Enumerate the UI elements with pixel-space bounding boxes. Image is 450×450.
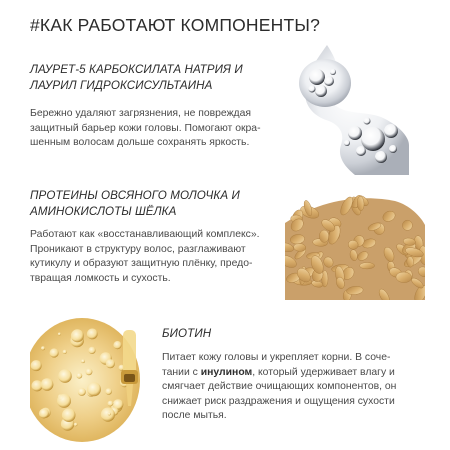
serum-bubble [88,347,95,354]
inulin-highlight: инулином [200,366,253,378]
serum-bubble [41,346,45,350]
serum-bubble [41,378,54,391]
serum-bubble [113,341,121,349]
serum-bubble [58,369,72,383]
serum-bubble [62,408,76,422]
block-3-heading-line: БИОТИН [162,327,212,340]
block-2-heading [30,188,240,220]
block-2-body-line: Работают как «восстанавливающий комплекс». [30,229,260,240]
oat-flake [360,263,375,269]
block-3-body-line [162,366,396,381]
block-3-body-line: после мытья. [162,410,227,422]
block-2-body [30,228,260,286]
oat-flake [319,230,329,243]
serum-bubble [76,373,82,379]
serum-bubble [57,394,71,408]
serum-bubble [50,348,59,357]
serum-bubble [105,388,112,395]
block-1-heading-line: ЛАУРЕТ-5 КАРБОКСИЛАТА НАТРИЯ И [30,63,243,76]
block-3-body-text: тании с [162,366,201,378]
block-1-body [30,107,261,151]
serum-bubble [78,388,86,396]
block-3-heading [162,326,211,342]
serum-bubble [74,423,78,427]
block-1-body-line: шенным волосам дольше сохранять яркость. [30,137,250,149]
block-1-heading-line: ЛАУРИЛ ГИДРОКСИСУЛЬТАИНА [30,79,213,92]
oat-flake [402,220,412,230]
water-bubbles-image [285,45,409,175]
serum-bubble [58,333,61,336]
block-1-heading [30,62,243,94]
block-3-body [162,351,396,424]
block-1-body-line: защитный барьер кожи головы. Помогают окра- [30,122,261,134]
serum-bubble [81,359,85,363]
block-2-body-line: твращая ломкость и сухость. [30,272,171,284]
serum-bubble [101,408,115,422]
page-title: #КАК РАБОТАЮТ КОМПОНЕНТЫ? [30,15,320,35]
block-2-body-line: Проникают в структуру волос, разглаживают [30,243,246,255]
serum-bubble [87,329,98,340]
serum-bubble [106,359,115,368]
serum-bubble [39,409,49,419]
serum-bubble [85,368,92,375]
serum-bubble [108,412,111,415]
golden-serum-image [30,310,150,450]
block-2-heading-line: ПРОТЕИНЫ ОВСЯНОГО МОЛОЧКА И [30,189,240,202]
serum-bubble [63,350,67,354]
serum-bubble [108,401,114,407]
block-3-body-line: снижает риск раздражения и ощущения сухости [162,395,395,407]
block-1-body-line: Бережно удаляют загрязнения, не повреждая [30,108,252,119]
serum-bubble [31,360,42,371]
block-3-body-line: Питает кожу головы и укрепляет корни. В соче- [162,352,391,363]
serum-bubble [87,382,101,396]
serum-bubble [71,329,84,342]
block-2-heading-line: АМИНОКИСЛОТЫ ШЁЛКА [30,205,177,218]
oat-flakes-image [285,183,425,300]
block-3-body-text: , который удерживает влагу и [252,366,395,378]
block-3-body-line: смягчает действие очищающих компонентов, он [162,381,397,393]
block-2-body-line: кутикулу и образуют защитную плёнку, предо- [30,258,253,270]
